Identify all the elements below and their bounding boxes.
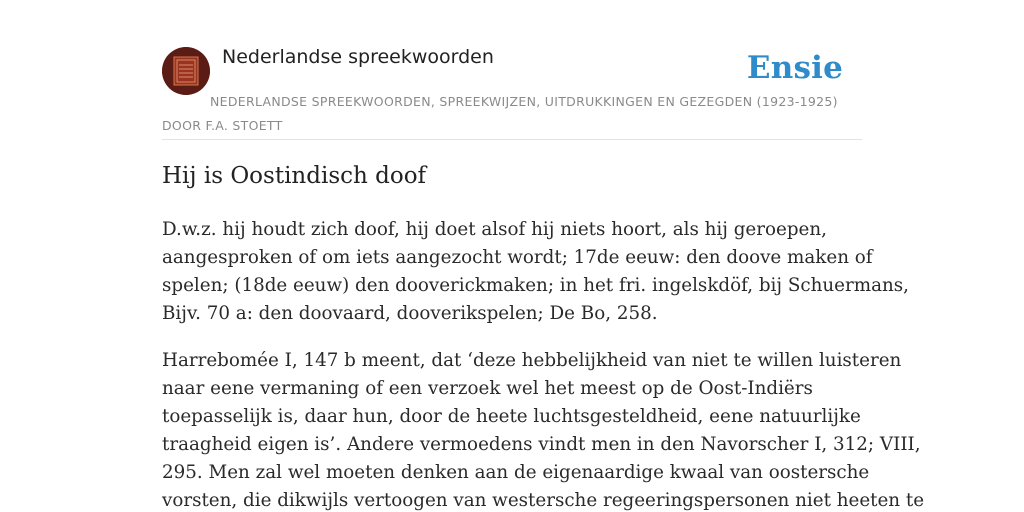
text-line: naar eene vermaning of een verzoek wel het meest op de Oost-Indiërs <box>162 378 813 399</box>
text-line: aangesproken of om iets aangezocht wordt; 17de eeuw: den doove maken of <box>162 247 873 268</box>
text-line: vorsten, die dikwijls vertoogen van westersche regeeringspersonen niet heeten te <box>162 490 925 511</box>
text-line: spelen; (18de eeuw) den dooverickmaken; in het fri. ingelskdöf, bij Schuermans, <box>162 275 909 296</box>
source-author: DOOR F.A. STOETT <box>162 118 283 133</box>
brand-logo[interactable]: Ensie <box>746 50 843 86</box>
book-cover-icon[interactable] <box>162 47 210 95</box>
source-title[interactable]: Nederlandse spreekwoorden <box>222 46 494 68</box>
entry-title: Hij is Oostindisch doof <box>162 163 427 189</box>
text-line: Bijv. 70 a: den doovaard, dooverikspelen; De Bo, 258. <box>162 303 658 324</box>
entry-paragraph-1 <box>162 216 909 328</box>
content-column <box>162 0 925 511</box>
text-line: Harrebomée I, 147 b meent, dat ‘deze hebbelijkheid van niet te willen luisteren <box>162 350 902 371</box>
entry-header <box>162 0 862 140</box>
entry-paragraph-2 <box>162 347 925 512</box>
text-line: traagheid eigen is’. Andere vermoedens vindt men in den Navorscher I, 312; VIII, <box>162 434 921 455</box>
text-line: 295. Men zal wel moeten denken aan de eigenaardige kwaal van oostersche <box>162 462 870 483</box>
text-line: D.w.z. hij houdt zich doof, hij doet alsof hij niets hoort, als hij geroepen, <box>162 219 827 240</box>
source-subtitle: NEDERLANDSE SPREEKWOORDEN, SPREEKWIJZEN, UITDRUKKINGEN EN GEZEGDEN (1923-1925) <box>210 94 838 109</box>
text-line: toepasselijk is, daar hun, door de heete luchtsgesteldheid, eene natuurlijke <box>162 406 861 427</box>
